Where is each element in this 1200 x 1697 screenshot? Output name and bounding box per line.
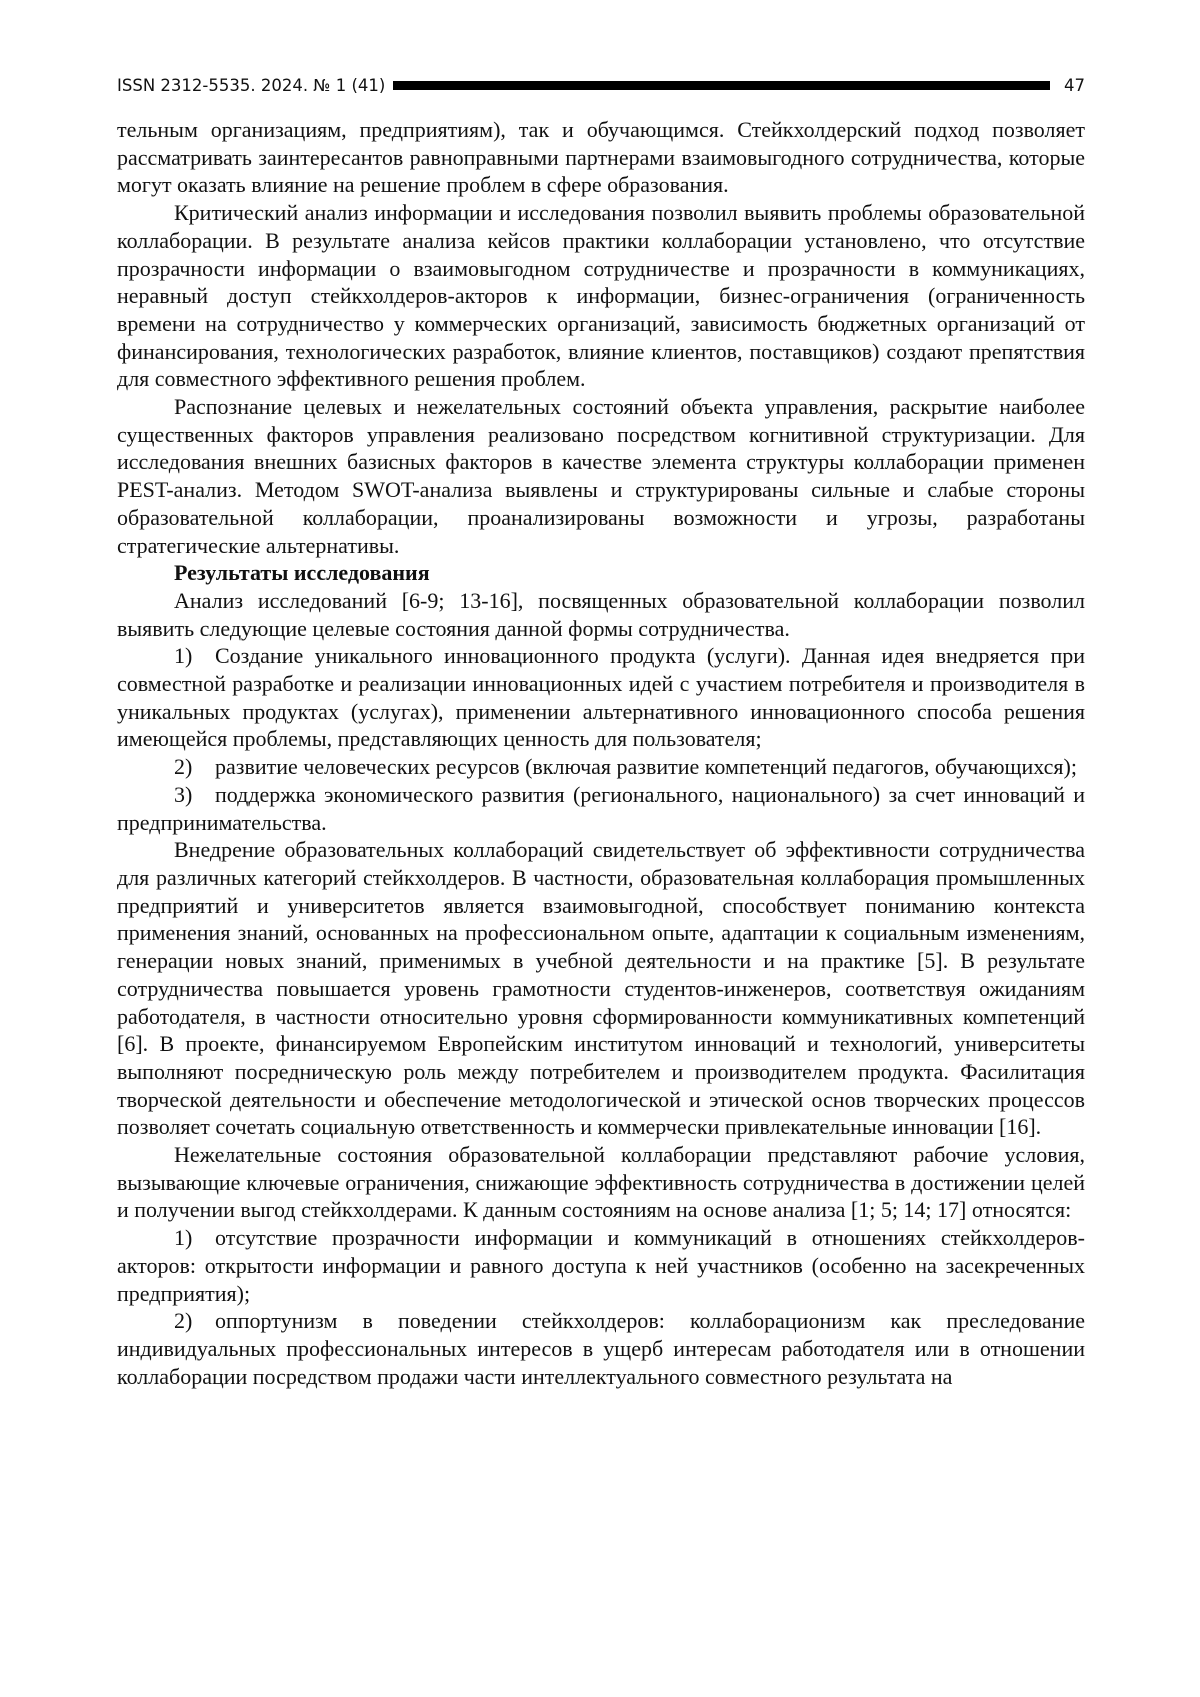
list-item-number: 3) bbox=[174, 781, 193, 807]
article-body bbox=[117, 116, 1085, 1390]
list-item-number: 1) bbox=[174, 1225, 193, 1251]
list-item-target-state bbox=[117, 781, 1085, 836]
page-number: 47 bbox=[1064, 75, 1085, 95]
header-rule bbox=[393, 81, 1050, 90]
paragraph-critical-analysis: Критический анализ информации и исследования позволил выявить проблемы образовательной коллаборации. В результате анализа кейсов практики коллаборации установлено, что отсутствие прозрачности информации о взаимовыгодном сотрудничестве и прозрачности в коммуникациях, неравный доступ стейкхолдеров-акторов к информации, бизнес-ограничения (ограниченность времени на сотрудничество у коммерческих организаций, зависимость бюджетных организаций от финансирования, технологических разработок, влияние клиентов, поставщиков) создают препятствия для совместного эффективного решения проблем. bbox=[117, 200, 1085, 392]
paragraph-results-intro: Анализ исследований [6-9; 13-16], посвященных образовательной коллаборации позволил выявить следующие целевые состояния данной формы сотрудничества. bbox=[117, 587, 1085, 641]
paragraph-continued: тельным организациям, предприятиям), так и обучающимся. Стейкхолдерский подход позволяет рассматривать заинтересантов равноправными партнерами взаимовыгодного сотрудничества, которые могут оказать влияние на решение проблем в сфере образования. bbox=[117, 117, 1085, 198]
paragraph-effectiveness: Внедрение образовательных коллабораций свидетельствует об эффективности сотрудничества для различных категорий стейкхолдеров. В частности, образовательная коллаборация промышленных предприятий и университетов является взаимовыгодной, способствует пониманию контекста применения знаний, основанных на профессиональном опыте, адаптации к социальным изменениям, генерации новых знаний, применимых в учебной деятельности и на практике [5]. В результате сотрудничества повышается уровень грамотности студентов-инженеров, соответствуя ожиданиям работодателя, в частности относительно уровня сформированности коммуникативных компетенций [6]. В проекте, финансируемом Европейским институтом инноваций и технологий, университеты выполняют посредническую роль между потребителем и производителем продукта. Фасилитация творческой деятельности и обеспечение методологической и этической основ творческих процессов позволяет сочетать социальную ответственность и коммерчески привлекательные инновации [16]. bbox=[117, 837, 1085, 1140]
paragraph-undesirable-states: Нежелательные состояния образовательной коллаборации представляют рабочие условия, вызывающие ключевые ограничения, снижающие эффективность сотрудничества в достижении целей и получении выгод стейкхолдерами. К данным состояниям на основе анализа [1; 5; 14; 17] относятся: bbox=[117, 1142, 1085, 1223]
running-header bbox=[117, 72, 1085, 98]
list-item-undesirable-state bbox=[117, 1224, 1085, 1307]
list-item-text: отсутствие прозрачности информации и коммуникаций в отношениях стейкхолдеров-акторов: открытости информации и равного доступа к ней участников (особенно на засекреченных предприятия); bbox=[117, 1225, 1085, 1306]
paragraph-cognitive-structuring: Распознание целевых и нежелательных состояний объекта управления, раскрытие наиболее существенных факторов управления реализовано посредством когнитивной структуризации. Для исследования внешних базисных факторов в качестве элемента структуры коллаборации применен PEST-анализ. Методом SWOT-анализа выявлены и структурированы сильные и слабые стороны образовательной коллаборации, проанализированы возможности и угрозы, разработаны стратегические альтернативы. bbox=[117, 394, 1085, 558]
list-item-text: Создание уникального инновационного продукта (услуги). Данная идея внедряется при совместной разработке и реализации инновационных идей с участием потребителя и производителя в уникальных продуктах (услугах), применении альтернативного инновационного способа решения имеющейся проблемы, представляющих ценность для пользователя; bbox=[117, 643, 1085, 752]
list-item-text: поддержка экономического развития (регионального, национального) за счет инноваций и предпринимательства. bbox=[117, 781, 1085, 835]
list-item-target-state bbox=[117, 753, 1085, 781]
list-item-undesirable-state bbox=[117, 1307, 1085, 1390]
list-item-text: развитие человеческих ресурсов (включая развитие компетенций педагогов, обучающихся); bbox=[215, 754, 1077, 780]
list-item-text: оппортунизм в поведении стейкхолдеров: коллаборационизм как преследование индивидуальных профессиональных интересов в ущерб интересам работодателя или в отношении коллаборации посредством продажи части интеллектуального совместного результата на bbox=[117, 1308, 1085, 1389]
list-item-number: 1) bbox=[174, 643, 193, 669]
list-item-number: 2) bbox=[174, 754, 193, 780]
list-item-target-state bbox=[117, 642, 1085, 753]
list-item-number: 2) bbox=[174, 1308, 193, 1334]
section-heading-results: Результаты исследования bbox=[174, 560, 430, 586]
issn-label: ISSN 2312-5535. 2024. № 1 (41) bbox=[117, 75, 386, 95]
